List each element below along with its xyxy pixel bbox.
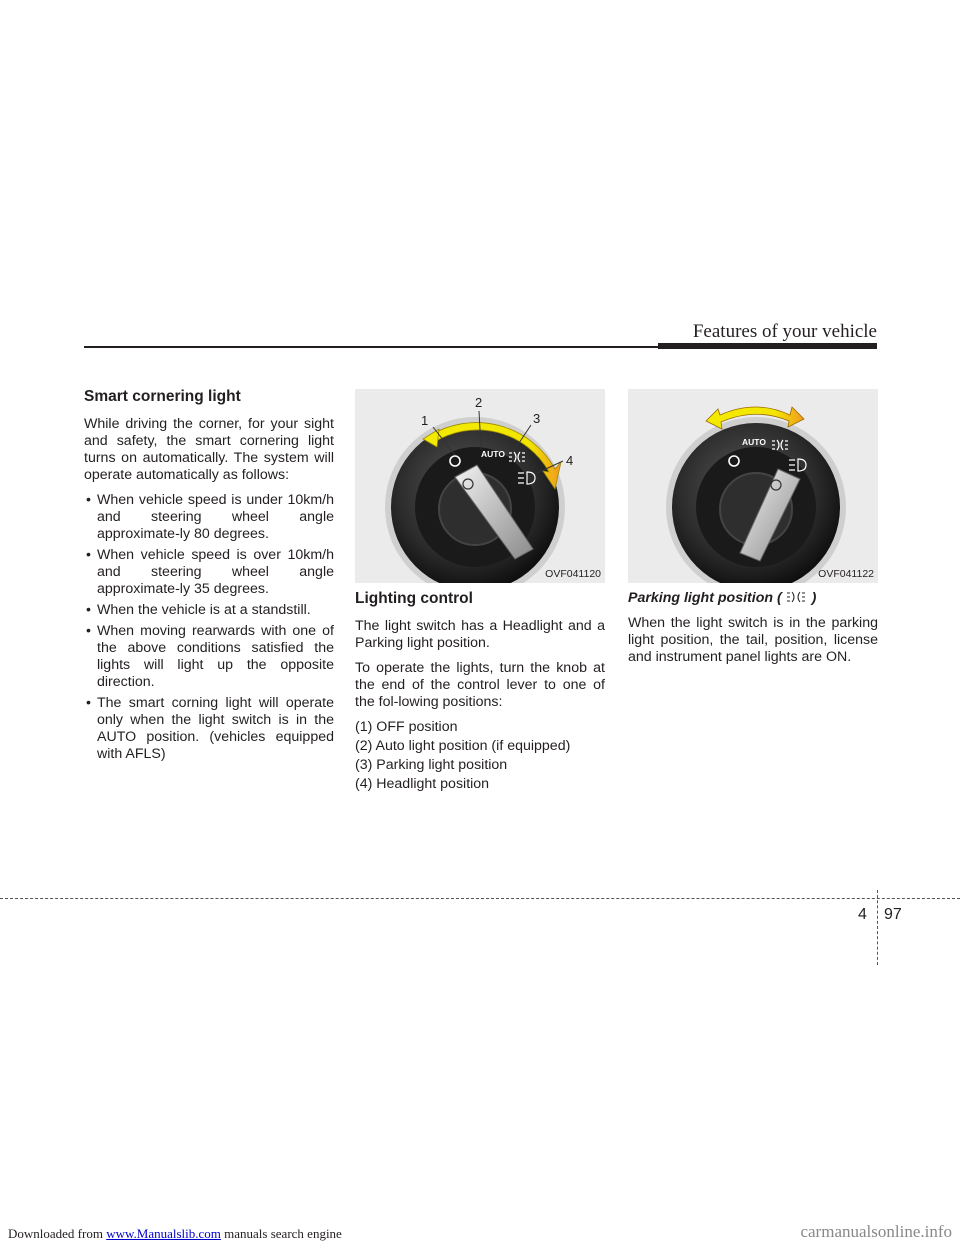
parking-light-icon (786, 591, 808, 603)
light-switch-dial-illustration (628, 389, 878, 583)
position-item: (4) Headlight position (355, 776, 490, 792)
parking-light-heading-suffix: ) (811, 590, 817, 606)
dial-auto-label: AUTO (481, 449, 505, 459)
position-item: (3) Parking light position (355, 757, 508, 773)
parking-light-section (628, 590, 878, 674)
smart-cornering-heading: Smart cornering light (84, 388, 241, 405)
lighting-control-heading: Lighting control (355, 590, 473, 607)
position-item: (1) OFF position (355, 719, 458, 735)
list-item: • The smart corning light will operate only when the light switch is in the AUTO position. (vehicles equipped with AFLS) (84, 695, 334, 763)
callout-4: 4 (566, 453, 574, 468)
header-rule (84, 346, 664, 348)
light-switch-dial-illustration (355, 389, 605, 583)
download-footer (8, 1226, 342, 1242)
light-switch-figure-positions (355, 389, 605, 583)
figure-code: OVF041122 (818, 568, 874, 580)
parking-light-body: When the light switch is in the parking light position, the tail, position, license and instrument panel lights are ON. (628, 615, 878, 665)
section-title: Features of your vehicle (692, 321, 877, 342)
parking-light-heading-prefix: Parking light position ( (628, 590, 782, 606)
footer-dashed-rule (0, 898, 960, 899)
page-number-divider (877, 890, 878, 965)
callout-1: 1 (421, 413, 429, 428)
position-item: (2) Auto light position (if equipped) (355, 738, 571, 754)
light-switch-figure-parking (628, 389, 878, 583)
dial-auto-label: AUTO (742, 437, 766, 447)
header-rule-tab (658, 343, 877, 349)
page-number: 97 (884, 906, 902, 923)
lighting-control-para2: To operate the lights, turn the knob at the end of the control lever to one of the fol-lowing positions: (355, 660, 605, 710)
smart-cornering-intro: While driving the corner, for your sight and safety, the smart cornering light turns on automatically. The system will operate automatically as follows: (84, 416, 334, 483)
smart-cornering-section (84, 388, 334, 767)
list-item: • When moving rearwards with one of the above conditions satisfied the lights will light up the opposite direction. (84, 623, 334, 691)
figure-code: OVF041120 (545, 568, 601, 580)
list-item: • When vehicle speed is over 10km/h and steering wheel angle approximate-ly 35 degrees. (84, 547, 334, 598)
lighting-control-section (355, 590, 605, 795)
list-item: • When the vehicle is at a standstill. (84, 602, 334, 619)
parking-light-heading (628, 590, 878, 607)
manualslib-link[interactable]: www.Manualslib.com (106, 1226, 221, 1241)
callout-2: 2 (475, 395, 483, 410)
chapter-number: 4 (858, 906, 867, 923)
watermark-text: carmanualsonline.info (800, 1222, 952, 1241)
footer-prefix: Downloaded from (8, 1226, 107, 1241)
lighting-control-para1: The light switch has a Headlight and a Parking light position. (355, 618, 605, 651)
footer-suffix: manuals search engine (220, 1226, 342, 1241)
list-item: • When vehicle speed is under 10km/h and steering wheel angle approximate-ly 80 degrees. (84, 492, 334, 543)
smart-cornering-list (84, 492, 334, 763)
callout-3: 3 (533, 411, 541, 426)
